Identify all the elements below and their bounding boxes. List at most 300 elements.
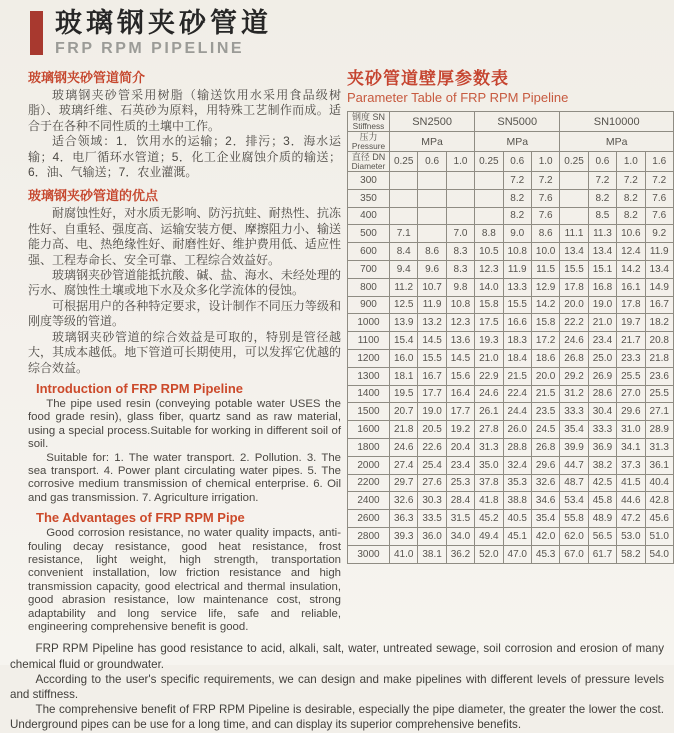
thickness-cell: 13.3: [503, 278, 531, 296]
dn-cell: 1100: [348, 332, 390, 350]
footer-paragraph: The comprehensive benefit of FRP RPM Pipeline is desirable, especially the pipe diameter, the greater the lower the cost. Underground pipes can be use for a long time, and can display its superior comprehensive benefits.: [10, 703, 664, 732]
thickness-cell: 32.4: [503, 456, 531, 474]
thickness-cell: 20.8: [645, 332, 673, 350]
thickness-cell: 35.3: [503, 474, 531, 492]
thickness-cell: 36.9: [588, 438, 616, 456]
table-row: [348, 314, 674, 332]
dn-cell: 800: [348, 278, 390, 296]
paragraph: 玻璃钢夹砂管道能抵抗酸、碱、盐、海水、未经处理的污水、腐蚀性土壤或地下水及众多化学流体的侵蚀。: [28, 268, 341, 298]
header-row-pressure: [348, 132, 674, 152]
thickness-cell: 36.1: [645, 456, 673, 474]
thickness-cell: 18.4: [503, 349, 531, 367]
pressure-value-cell: 0.6: [588, 152, 616, 172]
thickness-cell: 9.8: [446, 278, 474, 296]
thickness-cell: 45.2: [475, 510, 503, 528]
thickness-cell: 34.6: [531, 492, 559, 510]
thickness-cell: 15.1: [588, 260, 616, 278]
thickness-cell: 13.2: [418, 314, 446, 332]
parameter-table-head: [348, 112, 674, 172]
thickness-cell: 21.7: [617, 332, 645, 350]
thickness-cell: 16.1: [617, 278, 645, 296]
thickness-cell: 28.9: [645, 421, 673, 439]
thickness-cell: 20.4: [446, 438, 474, 456]
thickness-cell: 38.2: [588, 456, 616, 474]
left-column-sections: [28, 62, 341, 634]
thickness-cell: 23.6: [645, 367, 673, 385]
dn-cell: 400: [348, 207, 390, 225]
corner-line-en: Pressure: [351, 141, 386, 151]
dn-cell: 700: [348, 260, 390, 278]
corner-line-cn: 钢度 SN: [351, 112, 385, 122]
thickness-cell: [418, 189, 446, 207]
corner-line-cn: 压力: [359, 132, 378, 142]
thickness-cell: [475, 189, 503, 207]
thickness-cell: 27.8: [475, 421, 503, 439]
table-row: [348, 349, 674, 367]
thickness-cell: 24.6: [475, 385, 503, 403]
thickness-cell: 41.8: [475, 492, 503, 510]
thickness-cell: 42.0: [531, 527, 559, 545]
thickness-cell: 18.2: [645, 314, 673, 332]
pressure-unit-cell: MPa: [390, 132, 475, 152]
stiffness-group-cell: SN10000: [560, 112, 674, 132]
table-row: [348, 385, 674, 403]
section-heading: The Advantages of FRP RPM Pipe: [36, 510, 245, 526]
thickness-cell: [418, 172, 446, 190]
thickness-cell: 45.3: [531, 545, 559, 563]
section-heading: Introduction of FRP RPM Pipeline: [36, 380, 244, 396]
thickness-cell: 47.2: [617, 510, 645, 528]
dn-cell: 300: [348, 172, 390, 190]
thickness-cell: [560, 172, 588, 190]
corner-line-en: Diameter: [351, 161, 386, 171]
table-row: [348, 510, 674, 528]
paragraph: Suitable for: 1. The water transport. 2. Pollution. 3. The sea transport. 4. Power plant circulating water pipes. 5. The corrosive medium transmission of chemical enterprise. 6. Oil and gas transmission. 7. Agriculture irrigation.: [28, 451, 341, 504]
table-row: [348, 367, 674, 385]
table-row: [348, 438, 674, 456]
thickness-cell: 26.8: [560, 349, 588, 367]
thickness-cell: [475, 172, 503, 190]
thickness-cell: 25.3: [446, 474, 474, 492]
thickness-cell: 10.8: [446, 296, 474, 314]
table-row: [348, 492, 674, 510]
thickness-cell: 51.0: [645, 527, 673, 545]
thickness-cell: 53.4: [560, 492, 588, 510]
thickness-cell: 19.2: [446, 421, 474, 439]
thickness-cell: 16.6: [503, 314, 531, 332]
thickness-cell: 52.0: [475, 545, 503, 563]
dn-cell: 350: [348, 189, 390, 207]
thickness-cell: 11.9: [503, 260, 531, 278]
parameter-table-body: [348, 172, 674, 564]
thickness-cell: 48.9: [588, 510, 616, 528]
thickness-cell: 9.6: [418, 260, 446, 278]
section-heading: 玻璃钢夹砂管道简介: [28, 70, 146, 85]
thickness-cell: 36.3: [390, 510, 418, 528]
thickness-cell: 39.9: [560, 438, 588, 456]
thickness-cell: 19.0: [418, 403, 446, 421]
thickness-cell: 15.8: [475, 296, 503, 314]
thickness-cell: 17.8: [560, 278, 588, 296]
thickness-cell: 38.8: [503, 492, 531, 510]
thickness-cell: 7.6: [531, 189, 559, 207]
thickness-cell: 31.3: [475, 438, 503, 456]
thickness-cell: 26.1: [475, 403, 503, 421]
table-row: [348, 296, 674, 314]
thickness-cell: 31.2: [560, 385, 588, 403]
thickness-cell: 7.2: [503, 172, 531, 190]
thickness-cell: 19.7: [617, 314, 645, 332]
thickness-cell: 32.6: [390, 492, 418, 510]
thickness-cell: 18.6: [531, 349, 559, 367]
thickness-cell: 8.5: [588, 207, 616, 225]
thickness-cell: 8.2: [503, 189, 531, 207]
thickness-cell: 12.5: [390, 296, 418, 314]
thickness-cell: 7.1: [390, 225, 418, 243]
thickness-cell: 7.2: [645, 172, 673, 190]
thickness-cell: 15.6: [446, 367, 474, 385]
thickness-cell: 41.0: [390, 545, 418, 563]
thickness-cell: 27.1: [645, 403, 673, 421]
paragraph: Good corrosion resistance, no water quality impacts, anti-fouling decay resistance, good heat resistance, frost resistance, light weight, high strength, transportation convenient installation, low friction resistance and high transmission capacity, good electrical and thermal insulation, good abrasion resistance, low maintenance cost, strong adaptability and long service life, safe and reliable, engineering comprehensive benefit is good.: [28, 527, 341, 633]
thickness-cell: 14.2: [531, 296, 559, 314]
thickness-cell: 27.6: [418, 474, 446, 492]
thickness-cell: 34.1: [617, 438, 645, 456]
thickness-cell: 58.2: [617, 545, 645, 563]
dn-cell: 2400: [348, 492, 390, 510]
thickness-cell: 24.5: [531, 421, 559, 439]
corner-cell: [348, 132, 390, 152]
thickness-cell: 56.5: [588, 527, 616, 545]
thickness-cell: 18.3: [503, 332, 531, 350]
thickness-cell: 21.5: [531, 385, 559, 403]
table-row: [348, 243, 674, 261]
page-title-en: FRP RPM PIPELINE: [55, 40, 245, 57]
thickness-cell: 22.2: [560, 314, 588, 332]
table-row: [348, 332, 674, 350]
thickness-cell: 9.4: [390, 260, 418, 278]
dn-cell: 1600: [348, 421, 390, 439]
section-heading: 玻璃钢夹砂管道的优点: [28, 188, 159, 204]
thickness-cell: 14.5: [446, 349, 474, 367]
thickness-cell: 24.6: [560, 332, 588, 350]
thickness-cell: 18.1: [390, 367, 418, 385]
thickness-cell: 27.4: [390, 456, 418, 474]
thickness-cell: 41.5: [617, 474, 645, 492]
dn-cell: 1200: [348, 349, 390, 367]
table-row: [348, 207, 674, 225]
thickness-cell: 33.5: [418, 510, 446, 528]
thickness-cell: 26.8: [531, 438, 559, 456]
thickness-cell: 29.6: [531, 456, 559, 474]
paragraph: 玻璃钢夹砂管道的综合效益是可取的，特别是管径越大，其成本越低。地下管道可长期使用，可以发挥它优越的综合效益。: [28, 329, 341, 375]
thickness-cell: 42.5: [588, 474, 616, 492]
thickness-cell: 11.9: [645, 243, 673, 261]
thickness-cell: 40.5: [503, 510, 531, 528]
thickness-cell: 29.6: [617, 403, 645, 421]
thickness-cell: 16.4: [446, 385, 474, 403]
thickness-cell: 39.3: [390, 527, 418, 545]
thickness-cell: 31.3: [645, 438, 673, 456]
thickness-cell: 21.5: [503, 367, 531, 385]
dn-cell: 1800: [348, 438, 390, 456]
dn-cell: 2200: [348, 474, 390, 492]
thickness-cell: 28.6: [588, 385, 616, 403]
content-columns: [28, 62, 674, 634]
thickness-cell: 21.8: [645, 349, 673, 367]
thickness-cell: 45.8: [588, 492, 616, 510]
thickness-cell: [560, 189, 588, 207]
thickness-cell: [446, 172, 474, 190]
pressure-value-cell: 0.25: [390, 152, 418, 172]
thickness-cell: 8.8: [475, 225, 503, 243]
thickness-cell: 20.0: [560, 296, 588, 314]
thickness-cell: 42.8: [645, 492, 673, 510]
pressure-value-cell: 0.25: [560, 152, 588, 172]
thickness-cell: [475, 207, 503, 225]
paragraph: The pipe used resin (conveying potable water USES the food grade resin), glass fiber, quartz sand as raw material, using a special process.Suitable for working in different soil of soil.: [28, 397, 341, 451]
thickness-cell: 8.6: [531, 225, 559, 243]
thickness-cell: 17.5: [475, 314, 503, 332]
thickness-cell: 17.2: [531, 332, 559, 350]
corner-line-en: Stiffness: [352, 121, 385, 131]
thickness-cell: [446, 207, 474, 225]
footer-paragraph: FRP RPM Pipeline has good resistance to acid, alkali, salt, water, untreated sewage, soil corrosion and erosion of many chemical fluid or groundwater.: [10, 642, 664, 671]
thickness-cell: 10.8: [503, 243, 531, 261]
thickness-cell: 25.4: [418, 456, 446, 474]
thickness-cell: [390, 207, 418, 225]
table-row: [348, 421, 674, 439]
thickness-cell: 17.7: [446, 403, 474, 421]
thickness-cell: 7.6: [645, 207, 673, 225]
thickness-cell: 45.6: [645, 510, 673, 528]
pressure-unit-cell: MPa: [560, 132, 674, 152]
table-row: [348, 474, 674, 492]
parameter-table: [347, 111, 674, 564]
thickness-cell: 16.7: [418, 367, 446, 385]
footer-paragraph: According to the user's specific requirements, we can design and make pipelines with different levels of pressure levels and stiffness.: [10, 672, 664, 702]
thickness-cell: [390, 172, 418, 190]
table-row: [348, 189, 674, 207]
thickness-cell: 12.9: [531, 278, 559, 296]
thickness-cell: 26.0: [503, 421, 531, 439]
dn-cell: 2600: [348, 510, 390, 528]
thickness-cell: 8.3: [446, 260, 474, 278]
dn-cell: 2800: [348, 527, 390, 545]
thickness-cell: 20.5: [418, 421, 446, 439]
dn-cell: 1000: [348, 314, 390, 332]
thickness-cell: 8.2: [617, 207, 645, 225]
thickness-cell: 15.5: [418, 349, 446, 367]
paragraph: 可根据用户的各种特定要求，设计制作不同压力等级和刚度等级的管道。: [28, 298, 341, 329]
thickness-cell: 21.0: [588, 314, 616, 332]
thickness-cell: 20.0: [531, 367, 559, 385]
thickness-cell: 12.3: [475, 260, 503, 278]
pressure-value-cell: 1.6: [645, 152, 673, 172]
thickness-cell: 47.0: [503, 545, 531, 563]
dn-cell: 1300: [348, 367, 390, 385]
thickness-cell: 26.9: [588, 367, 616, 385]
thickness-cell: 37.8: [475, 474, 503, 492]
thickness-cell: 13.4: [588, 243, 616, 261]
thickness-cell: 48.7: [560, 474, 588, 492]
thickness-cell: 13.6: [446, 332, 474, 350]
thickness-cell: 67.0: [560, 545, 588, 563]
thickness-cell: 35.4: [531, 510, 559, 528]
table-title-cn: 夹砂管道壁厚参数表: [347, 69, 509, 88]
thickness-cell: 44.6: [617, 492, 645, 510]
thickness-cell: 62.0: [560, 527, 588, 545]
page-title-cn: 玻璃钢夹砂管道: [55, 8, 272, 38]
dn-cell: 1500: [348, 403, 390, 421]
thickness-cell: 55.8: [560, 510, 588, 528]
table-title-en: Parameter Table of FRP RPM Pipeline: [347, 90, 569, 105]
thickness-cell: 24.6: [390, 438, 418, 456]
thickness-cell: 16.0: [390, 349, 418, 367]
thickness-cell: 14.9: [645, 278, 673, 296]
pressure-value-cell: 1.0: [446, 152, 474, 172]
thickness-cell: 23.3: [617, 349, 645, 367]
stiffness-group-cell: SN2500: [390, 112, 475, 132]
table-row: [348, 456, 674, 474]
thickness-cell: 35.0: [475, 456, 503, 474]
thickness-cell: 7.6: [645, 189, 673, 207]
thickness-cell: 21.0: [475, 349, 503, 367]
thickness-cell: 19.3: [475, 332, 503, 350]
thickness-cell: [560, 207, 588, 225]
corner-line-cn: 直径 DN: [351, 152, 386, 162]
thickness-cell: 11.2: [390, 278, 418, 296]
thickness-cell: 22.9: [475, 367, 503, 385]
pressure-value-cell: 1.0: [531, 152, 559, 172]
thickness-cell: 8.4: [390, 243, 418, 261]
paragraph: 耐腐蚀性好，对水质无影响、防污抗蛀、耐热性、抗冻性好、自重轻、强度高、运输安装方便、摩擦阻力小、输送能力高、电、热绝缘性好、耐磨性好、维护费用低、适应性强、工程寿命长、安全可靠、工程综合效益好。: [28, 206, 341, 267]
thickness-cell: 30.4: [588, 403, 616, 421]
thickness-cell: 7.2: [588, 172, 616, 190]
thickness-cell: 7.2: [617, 172, 645, 190]
thickness-cell: 33.3: [588, 421, 616, 439]
thickness-cell: 12.3: [446, 314, 474, 332]
corner-cell: [348, 152, 390, 172]
dn-cell: 600: [348, 243, 390, 261]
table-row: [348, 403, 674, 421]
thickness-cell: 33.3: [560, 403, 588, 421]
thickness-cell: 21.8: [390, 421, 418, 439]
thickness-cell: 30.3: [418, 492, 446, 510]
thickness-cell: 15.4: [390, 332, 418, 350]
thickness-cell: 11.3: [588, 225, 616, 243]
thickness-cell: 61.7: [588, 545, 616, 563]
thickness-cell: 7.2: [531, 172, 559, 190]
thickness-cell: 22.6: [418, 438, 446, 456]
thickness-cell: 31.0: [617, 421, 645, 439]
thickness-cell: 40.4: [645, 474, 673, 492]
pressure-value-cell: 1.0: [617, 152, 645, 172]
thickness-cell: [390, 189, 418, 207]
thickness-cell: 36.0: [418, 527, 446, 545]
table-row: [348, 260, 674, 278]
thickness-cell: 25.5: [617, 367, 645, 385]
thickness-cell: 35.4: [560, 421, 588, 439]
pressure-value-cell: 0.6: [418, 152, 446, 172]
table-row: [348, 225, 674, 243]
header-text: [55, 8, 272, 58]
thickness-cell: 23.4: [588, 332, 616, 350]
thickness-cell: 28.4: [446, 492, 474, 510]
thickness-cell: 15.5: [560, 260, 588, 278]
footer-paragraphs: [10, 641, 664, 732]
thickness-cell: 11.1: [560, 225, 588, 243]
thickness-cell: 8.3: [446, 243, 474, 261]
thickness-cell: 28.8: [503, 438, 531, 456]
header-row-stiffness: [348, 112, 674, 132]
thickness-cell: 20.7: [390, 403, 418, 421]
dn-cell: 3000: [348, 545, 390, 563]
thickness-cell: 15.8: [531, 314, 559, 332]
header-row-diameter: [348, 152, 674, 172]
thickness-cell: 44.7: [560, 456, 588, 474]
thickness-cell: 32.6: [531, 474, 559, 492]
thickness-cell: 17.8: [617, 296, 645, 314]
thickness-cell: 53.0: [617, 527, 645, 545]
thickness-cell: 38.1: [418, 545, 446, 563]
thickness-cell: 19.0: [588, 296, 616, 314]
thickness-cell: 22.4: [503, 385, 531, 403]
thickness-cell: 29.7: [390, 474, 418, 492]
thickness-cell: 7.0: [446, 225, 474, 243]
thickness-cell: 23.5: [531, 403, 559, 421]
thickness-cell: 14.2: [617, 260, 645, 278]
thickness-cell: [418, 225, 446, 243]
dn-cell: 1400: [348, 385, 390, 403]
thickness-cell: 23.4: [446, 456, 474, 474]
thickness-cell: 24.4: [503, 403, 531, 421]
thickness-cell: 49.4: [475, 527, 503, 545]
thickness-cell: 9.2: [645, 225, 673, 243]
dn-cell: 2000: [348, 456, 390, 474]
thickness-cell: 25.5: [645, 385, 673, 403]
pressure-value-cell: 0.6: [503, 152, 531, 172]
thickness-cell: 14.0: [475, 278, 503, 296]
paragraph: 玻璃钢夹砂管采用树脂（输送饮用水采用食品级树脂）、玻璃纤维、石英砂为原料，用特殊工艺制作而成。适合于在各种不同性质的土壤中工作。: [28, 88, 341, 133]
thickness-cell: 10.6: [617, 225, 645, 243]
thickness-cell: 7.6: [531, 207, 559, 225]
page-header: [30, 8, 674, 58]
thickness-cell: 45.1: [503, 527, 531, 545]
thickness-cell: 10.0: [531, 243, 559, 261]
thickness-cell: 19.5: [390, 385, 418, 403]
thickness-cell: 31.5: [446, 510, 474, 528]
thickness-cell: 8.2: [617, 189, 645, 207]
thickness-cell: [418, 207, 446, 225]
table-row: [348, 278, 674, 296]
thickness-cell: 8.2: [503, 207, 531, 225]
thickness-cell: 17.7: [418, 385, 446, 403]
thickness-cell: 13.4: [645, 260, 673, 278]
thickness-cell: 25.0: [588, 349, 616, 367]
thickness-cell: 14.5: [418, 332, 446, 350]
pressure-value-cell: 0.25: [475, 152, 503, 172]
thickness-cell: 16.8: [588, 278, 616, 296]
right-column: [347, 62, 674, 634]
thickness-cell: 29.2: [560, 367, 588, 385]
thickness-cell: 8.6: [418, 243, 446, 261]
dn-cell: 900: [348, 296, 390, 314]
thickness-cell: 13.4: [560, 243, 588, 261]
thickness-cell: 27.0: [617, 385, 645, 403]
thickness-cell: 9.0: [503, 225, 531, 243]
thickness-cell: 10.7: [418, 278, 446, 296]
